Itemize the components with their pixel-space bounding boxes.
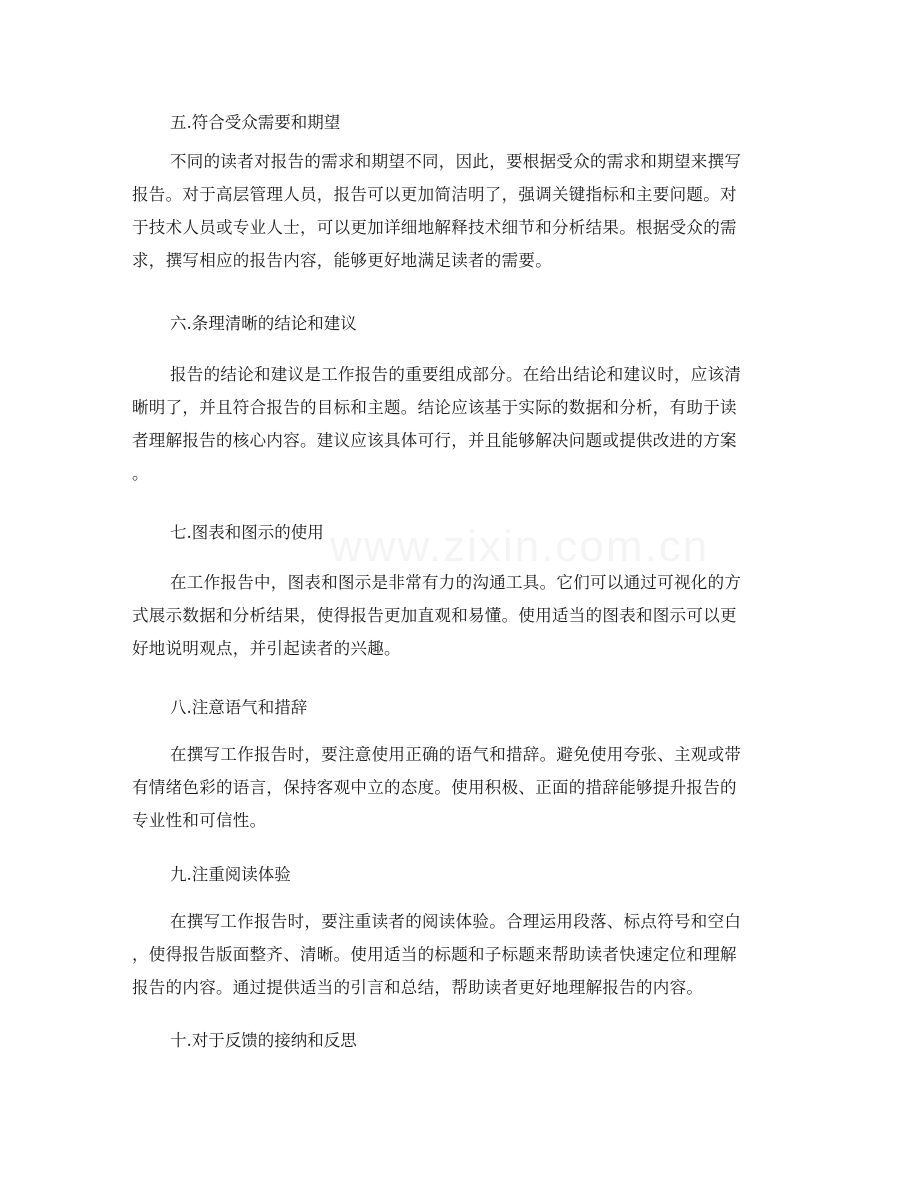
paragraph-line: ，使得报告版面整齐、清晰。使用适当的标题和子标题来帮助读者快速定位和理解 xyxy=(132,945,737,964)
paragraph-line: 求，撰写相应的报告内容，能够更好地满足读者的需要。 xyxy=(132,251,552,270)
paragraph-line: 在撰写工作报告时，要注意使用正确的语气和措辞。避免使用夸张、主观或带 xyxy=(170,745,742,764)
section-heading-5: 五.符合受众需要和期望 xyxy=(170,113,341,132)
section-paragraph-9 xyxy=(132,905,750,1004)
paragraph-line: 在工作报告中，图表和图示是非常有力的沟通工具。它们可以通过可视化的方 xyxy=(170,573,742,592)
section-heading-9: 九.注重阅读体验 xyxy=(170,865,291,884)
paragraph-line: 在撰写工作报告时，要注重读者的阅读体验。合理运用段落、标点符号和空白 xyxy=(170,912,742,931)
paragraph-line: 。 xyxy=(132,464,149,483)
section-heading-8: 八.注意语气和措辞 xyxy=(170,698,308,717)
paragraph-line: 好地说明观点，并引起读者的兴趣。 xyxy=(132,639,401,658)
paragraph-line: 晰明了，并且符合报告的目标和主题。结论应该基于实际的数据和分析，有助于读 xyxy=(132,398,737,417)
section-heading-10: 十.对于反馈的接纳和反思 xyxy=(170,1031,357,1050)
paragraph-line: 有情绪色彩的语言，保持客观中立的态度。使用积极、正面的措辞能够提升报告的 xyxy=(132,778,737,797)
paragraph-line: 专业性和可信性。 xyxy=(132,811,267,830)
paragraph-line: 式展示数据和分析结果，使得报告更加直观和易懂。使用适当的图表和图示可以更 xyxy=(132,606,737,625)
section-paragraph-6 xyxy=(132,358,750,490)
watermark xyxy=(330,522,709,572)
paragraph-line: 报告的结论和建议是工作报告的重要组成部分。在给出结论和建议时，应该清 xyxy=(170,365,742,384)
section-paragraph-8 xyxy=(132,738,750,837)
paragraph-line: 报告。对于高层管理人员，报告可以更加简洁明了，强调关键指标和主要问题。对 xyxy=(132,185,737,204)
section-paragraph-7 xyxy=(132,566,750,665)
section-heading-7: 七.图表和图示的使用 xyxy=(170,523,324,542)
section-paragraph-5 xyxy=(132,145,750,277)
section-heading-6: 六.条理清晰的结论和建议 xyxy=(170,314,357,333)
paragraph-line: 报告的内容。通过提供适当的引言和总结，帮助读者更好地理解报告的内容。 xyxy=(132,978,704,997)
paragraph-line: 于技术人员或专业人士，可以更加详细地解释技术细节和分析结果。根据受众的需 xyxy=(132,218,737,237)
paragraph-line: 者理解报告的核心内容。建议应该具体可行，并且能够解决问题或提供改进的方案 xyxy=(132,431,737,450)
paragraph-line: 不同的读者对报告的需求和期望不同，因此，要根据受众的需求和期望来撰写 xyxy=(170,152,742,171)
